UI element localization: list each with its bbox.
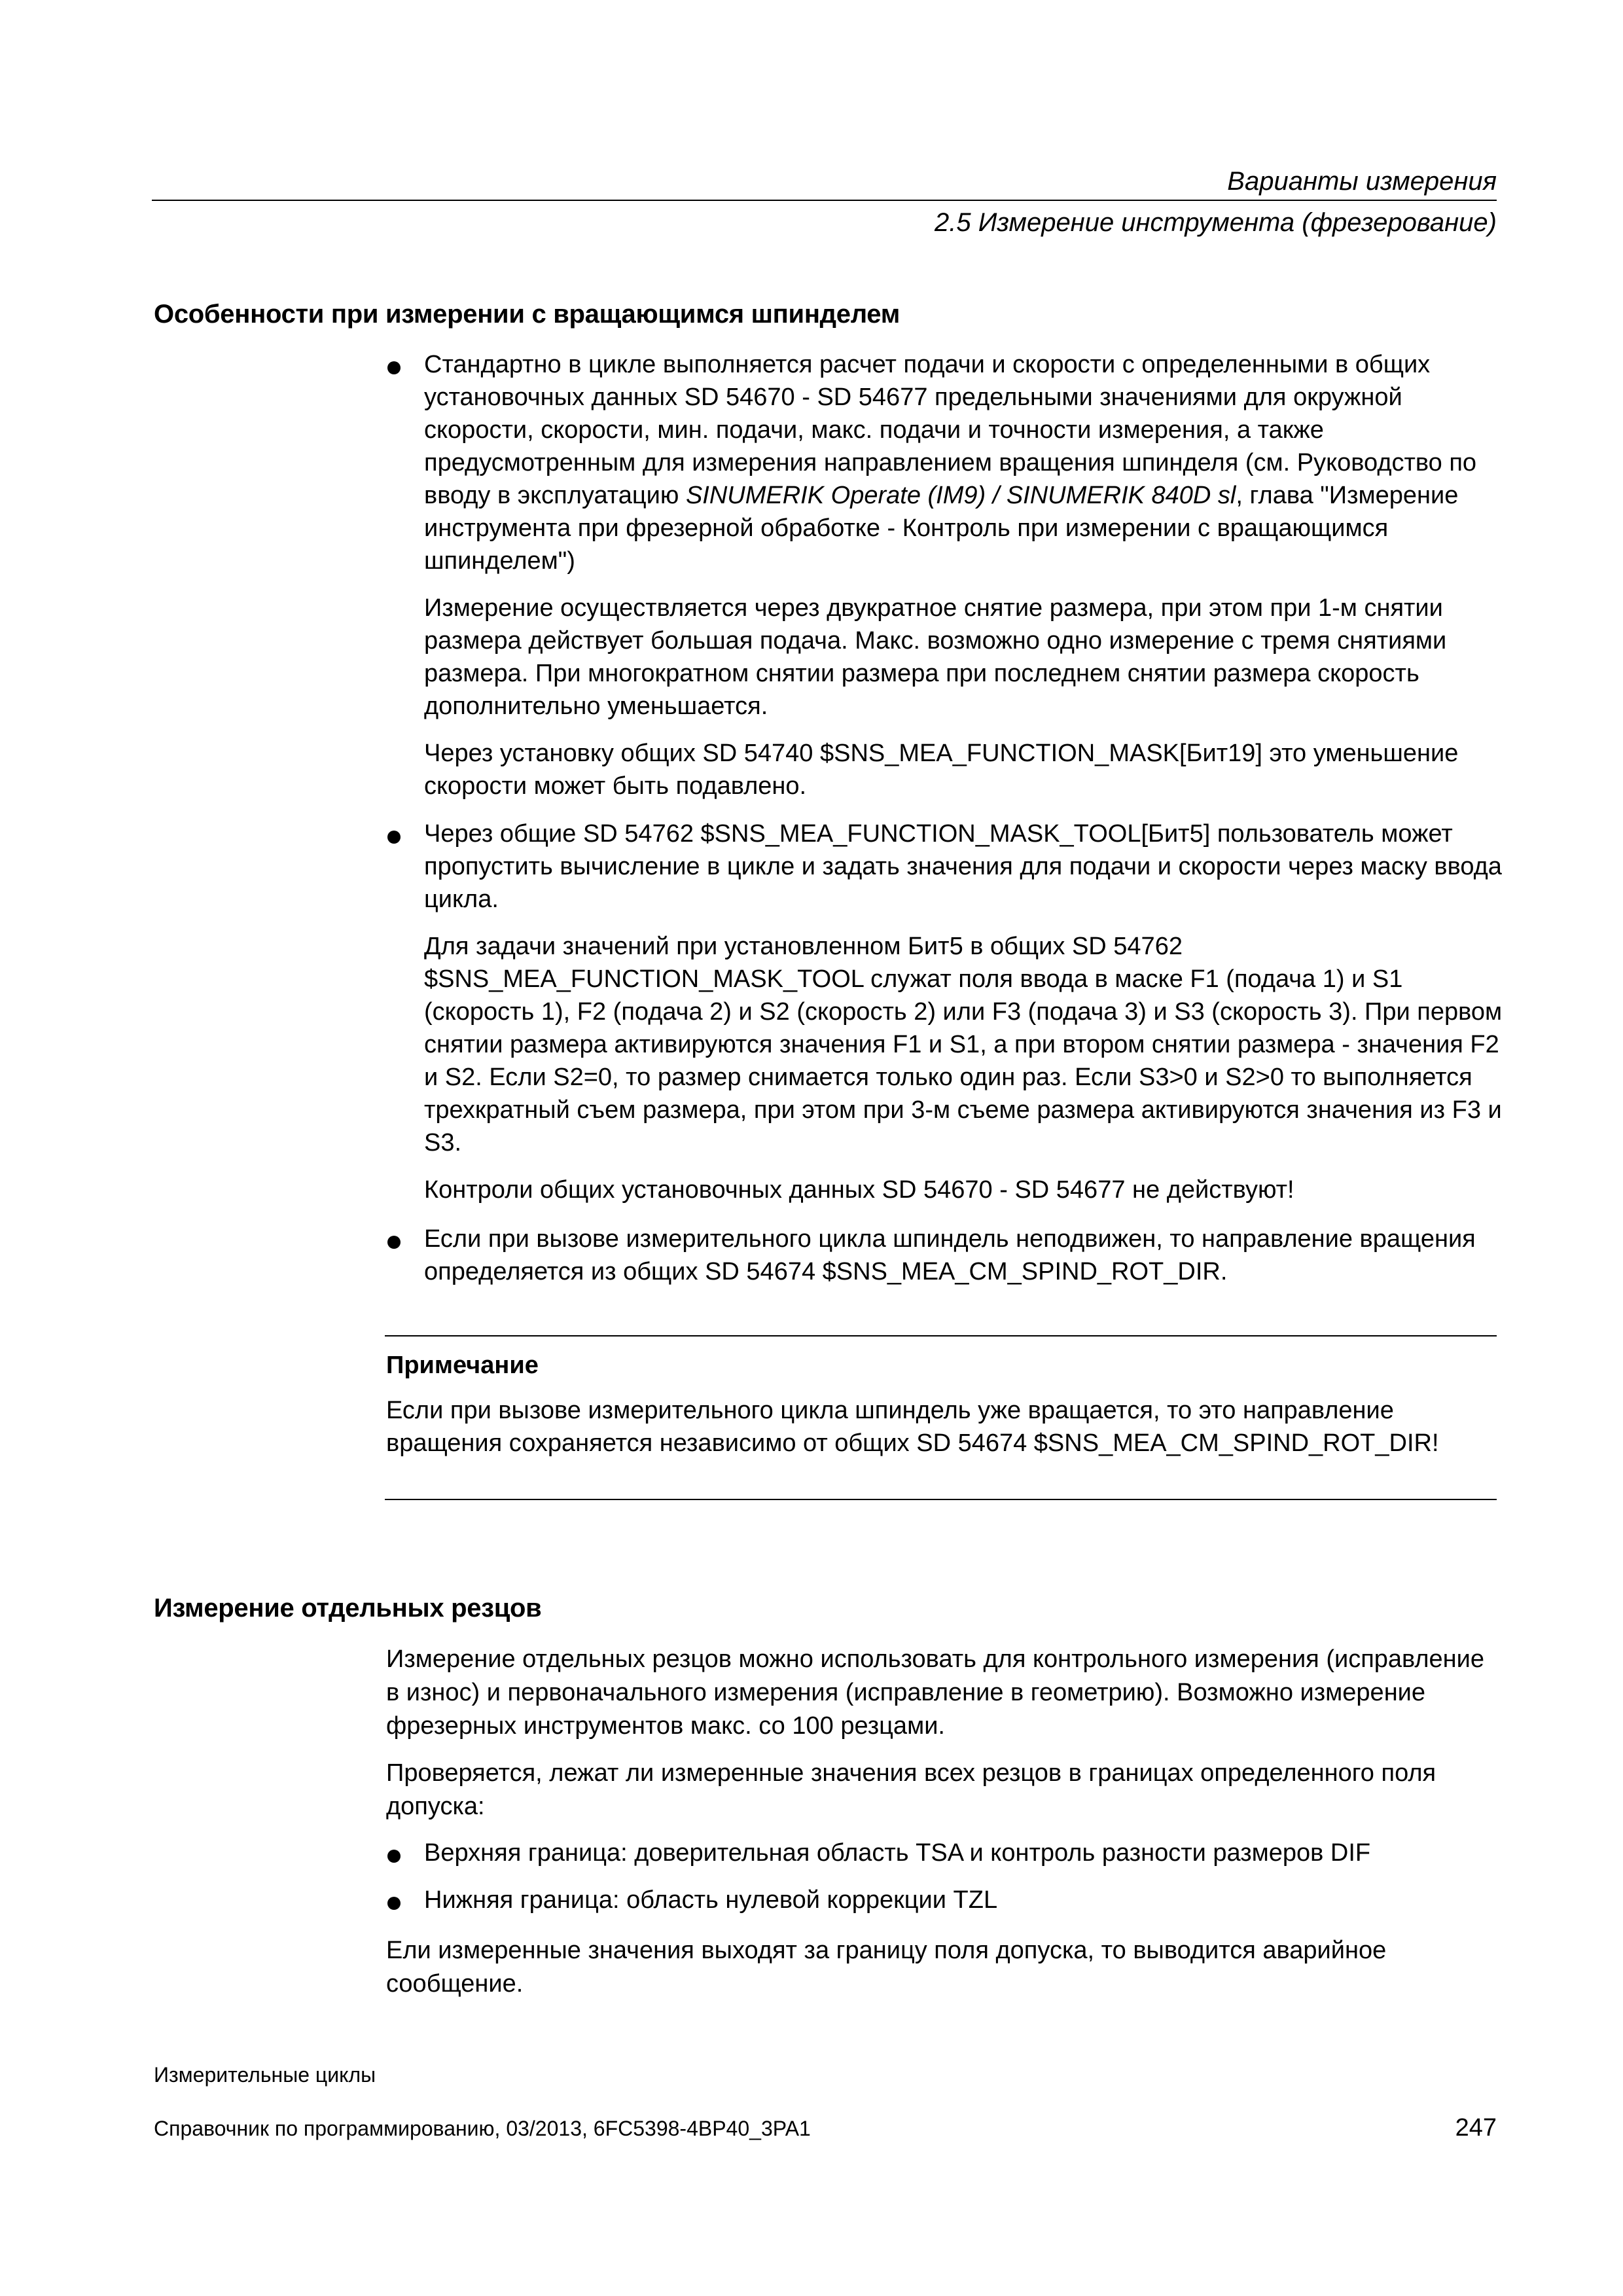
note-title: Примечание [386, 1352, 539, 1379]
section-2-para-1: Измерение отдельных резцов можно использовать для контрольного измерения (исправление в износ) и первоначального измерения (исправление в геометрию). Возможно измерение фрезерных инструментов макс. со 100 резцами. [386, 1645, 1485, 1740]
bullet-icon [387, 831, 401, 844]
bullet-3-para-1: Если при вызове измерительного цикла шпиндель неподвижен, то направление вращения определяется из общих SD 54674 $SNS_MEA_CM_SPIND_ROT_DIR. [424, 1225, 1476, 1285]
header-rule [152, 200, 1497, 201]
note-bottom-rule [385, 1499, 1497, 1500]
manual-reference: SINUMERIK Operate (IM9) / SINUMERIK 840D sl [685, 482, 1236, 509]
running-header-title: Варианты измерения [1227, 167, 1497, 196]
running-header-section: 2.5 Измерение инструмента (фрезерование) [935, 208, 1497, 237]
bullet-1-content [424, 348, 1510, 817]
tolerance-lower-item: Нижняя граница: область нулевой коррекции TZL [424, 1886, 998, 1914]
bullet-1-para-1: Стандартно в цикле выполняется расчет подачи и скорости с определенными в общих установочных данных SD 54670 - SD 54677 предельными значениями для окружной скорости, скорости, мин. подачи, макс. подачи и точности измерения, а также предусмотренным для измерения направлением вращения шпинделя (см. Руководство по вводу в эксплуатацию SINUMERIK Operate (IM9) / SINUMERIK 840D sl, глава "Измерение инструмента при фрезерной обработке - Контроль при измерении с вращающимся шпинделем") [424, 351, 1477, 575]
bullet-icon [387, 1850, 401, 1863]
bullet-2-para-2: Для задачи значений при установленном Бит5 в общих SD 54762 $SNS_MEA_FUNCTION_MASK_TOOL служат поля ввода в маске F1 (подача 1) и S1 (скорость 1), F2 (подача 2) и S2 (скорость 2) или F3 (подача 3) и S3 (скорость 3). При первом снятии размера активируются значения F1 и S1, а при втором снятии размера - значения F2 и S2. Если S2=0, то размер снимается только один раз. Если S3>0 и S2>0 то выполняется трехкратный съем размера, при этом при 3-м съеме размера активируются значения из F3 и S3. [424, 933, 1503, 1157]
note-top-rule [385, 1335, 1497, 1336]
bullet-icon [387, 1897, 401, 1910]
bullet-2-para-3: Контроли общих установочных данных SD 54670 - SD 54677 не действуют! [424, 1176, 1294, 1204]
note-body: Если при вызове измерительного цикла шпиндель уже вращается, то это направление вращения сохраняется независимо от общих SD 54674 $SNS_MEA_CM_SPIND_ROT_DIR! [386, 1397, 1439, 1457]
section-2-para-2: Проверяется, лежат ли измеренные значения всех резцов в границах определенного поля допуска: [386, 1759, 1436, 1820]
bullet-1-para-2: Измерение осуществляется через двукратное снятие размера, при этом при 1-м снятии размера действует большая подача. Макс. возможно одно измерение с тремя снятиями размера. При многократном снятии размера при последнем снятии размера скорость дополнительно уменьшается. [424, 594, 1447, 720]
bullet-3-content [424, 1223, 1510, 1302]
bullet-1-para-3: Через установку общих SD 54740 $SNS_MEA_FUNCTION_MASK[Бит19] это уменьшение скорости может быть подавлено. [424, 740, 1459, 800]
tolerance-upper-item: Верхняя граница: доверительная область TSA и контроль разности размеров DIF [424, 1839, 1371, 1867]
section-2-body [386, 1643, 1497, 1837]
page-number: 247 [1455, 2114, 1497, 2142]
bullet-2-para-1: Через общие SD 54762 $SNS_MEA_FUNCTION_MASK_TOOL[Бит5] пользователь может пропустить вычисление в цикле и задать значения для подачи и скорости через маску ввода цикла. [424, 820, 1502, 913]
footer-edition: Справочник по программированию, 03/2013, 6FC5398-4BP40_3PA1 [154, 2117, 811, 2140]
section-heading-rotating-spindle: Особенности при измерении с вращающимся шпинделем [154, 300, 901, 329]
bullet-2-content [424, 817, 1510, 1221]
section-heading-single-teeth: Измерение отдельных резцов [154, 1594, 542, 1623]
footer-book-title: Измерительные циклы [154, 2063, 376, 2087]
bullet-icon [387, 361, 401, 374]
bullet-icon [387, 1236, 401, 1249]
section-2-conclusion: Ели измеренные значения выходят за границу поля допуска, то выводится аварийное сообщение. [386, 1937, 1387, 1998]
